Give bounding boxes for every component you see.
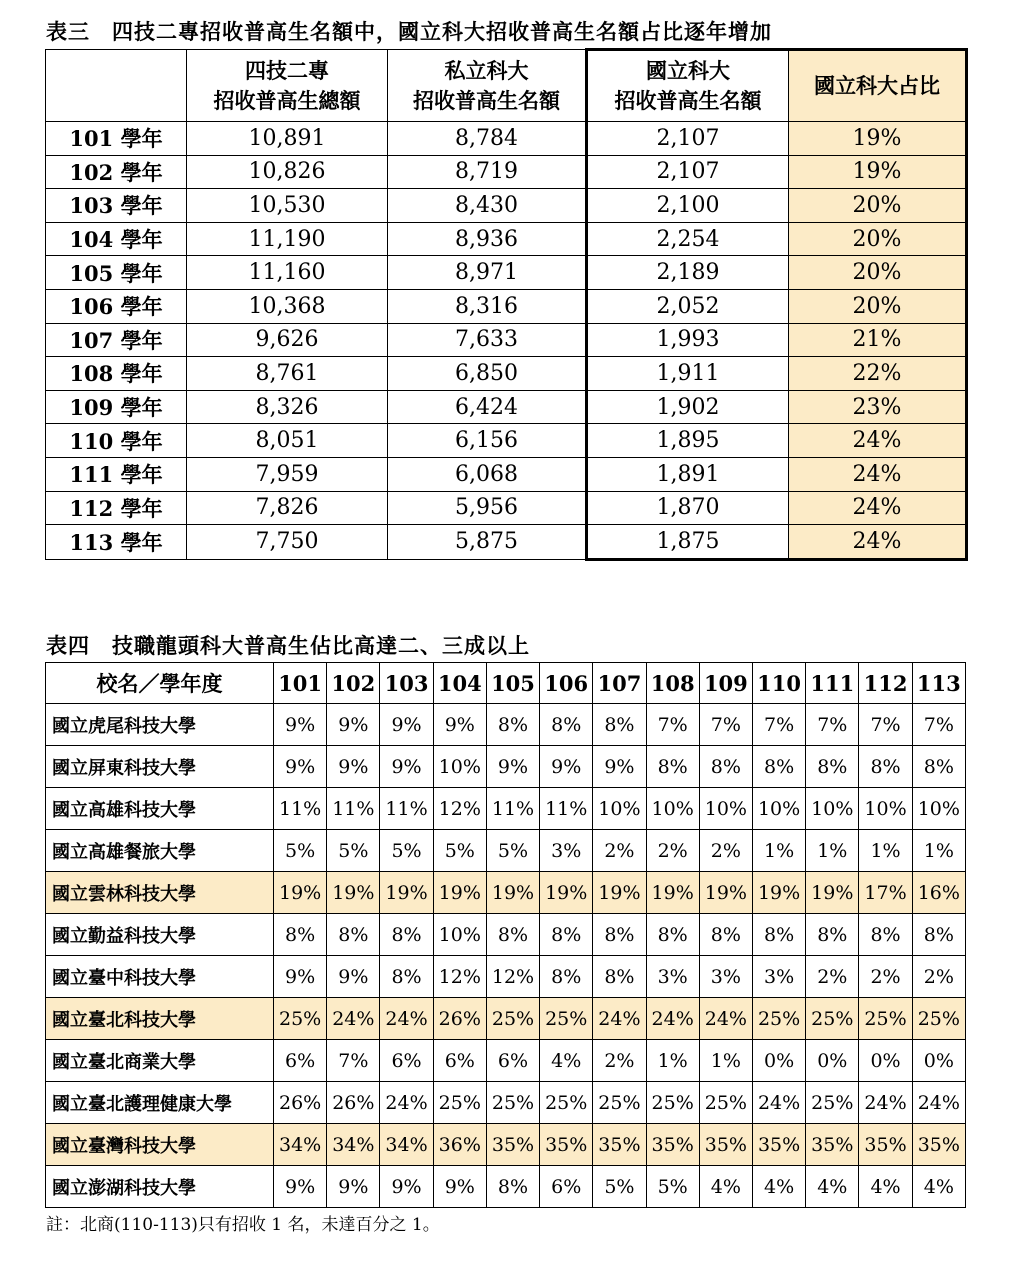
ratio-value-cell: 19% xyxy=(327,872,380,914)
enrollment-table xyxy=(45,48,968,561)
ratio-cell: 22% xyxy=(789,357,967,391)
table-row xyxy=(46,390,967,424)
ratio-value-cell: 7% xyxy=(859,704,912,746)
ratio-value-cell: 34% xyxy=(274,1124,327,1166)
ratio-value-cell: 34% xyxy=(380,1124,433,1166)
ratio-value-cell: 8% xyxy=(327,914,380,956)
table-row xyxy=(46,256,967,290)
table-row xyxy=(46,525,967,560)
year-column-header: 104 xyxy=(433,663,486,704)
ratio-value-cell: 9% xyxy=(274,704,327,746)
table-row xyxy=(46,189,967,223)
ratio-value-cell: 35% xyxy=(593,1124,646,1166)
private-cell: 6,424 xyxy=(388,390,587,424)
ratio-value-cell: 8% xyxy=(806,746,859,788)
private-cell: 8,971 xyxy=(388,256,587,290)
ratio-value-cell: 2% xyxy=(699,830,752,872)
year-column-header: 110 xyxy=(752,663,805,704)
national-cell: 1,895 xyxy=(587,424,789,458)
ratio-value-cell: 6% xyxy=(433,1040,486,1082)
ratio-value-cell: 1% xyxy=(806,830,859,872)
ratio-value-cell: 8% xyxy=(274,914,327,956)
ratio-value-cell: 25% xyxy=(646,1082,699,1124)
ratio-value-cell: 25% xyxy=(433,1082,486,1124)
table-row xyxy=(46,323,967,357)
ratio-value-cell: 11% xyxy=(380,788,433,830)
ratio-value-cell: 25% xyxy=(540,998,593,1040)
private-cell: 7,633 xyxy=(388,323,587,357)
ratio-value-cell: 8% xyxy=(593,956,646,998)
ratio-value-cell: 9% xyxy=(380,1166,433,1208)
private-cell: 6,156 xyxy=(388,424,587,458)
year-column-header: 108 xyxy=(646,663,699,704)
ratio-value-cell: 6% xyxy=(380,1040,433,1082)
ratio-value-cell: 19% xyxy=(699,872,752,914)
ratio-value-cell: 8% xyxy=(380,956,433,998)
ratio-value-cell: 6% xyxy=(540,1166,593,1208)
ratio-value-cell: 1% xyxy=(646,1040,699,1082)
private-cell: 6,850 xyxy=(388,357,587,391)
ratio-value-cell: 7% xyxy=(699,704,752,746)
corner-header: 校名／學年度 xyxy=(46,663,274,704)
ratio-value-cell: 12% xyxy=(486,956,539,998)
ratio-value-cell: 8% xyxy=(646,914,699,956)
year-column-header: 113 xyxy=(912,663,965,704)
header-line: 招收普高生名額 xyxy=(614,88,762,113)
university-ratio-table-body xyxy=(46,704,966,1208)
ratio-value-cell: 2% xyxy=(593,1040,646,1082)
year-column-header: 109 xyxy=(699,663,752,704)
ratio-value-cell: 35% xyxy=(859,1124,912,1166)
table-row xyxy=(46,424,967,458)
ratio-value-cell: 8% xyxy=(540,704,593,746)
university-name-cell: 國立屏東科技大學 xyxy=(46,746,274,788)
table-row xyxy=(46,222,967,256)
ratio-value-cell: 24% xyxy=(380,1082,433,1124)
national-cell: 1,993 xyxy=(587,323,789,357)
total-cell: 11,160 xyxy=(187,256,388,290)
ratio-value-cell: 24% xyxy=(593,998,646,1040)
ratio-value-cell: 11% xyxy=(327,788,380,830)
ratio-value-cell: 9% xyxy=(327,1166,380,1208)
year-cell: 113 學年 xyxy=(46,525,187,560)
total-cell: 8,761 xyxy=(187,357,388,391)
national-cell: 2,107 xyxy=(587,122,789,156)
university-name-cell: 國立臺灣科技大學 xyxy=(46,1124,274,1166)
ratio-value-cell: 10% xyxy=(699,788,752,830)
ratio-value-cell: 34% xyxy=(327,1124,380,1166)
ratio-value-cell: 3% xyxy=(646,956,699,998)
year-column-header: 101 xyxy=(274,663,327,704)
ratio-value-cell: 19% xyxy=(486,872,539,914)
private-cell: 8,430 xyxy=(388,189,587,223)
private-header xyxy=(388,50,587,122)
ratio-value-cell: 5% xyxy=(486,830,539,872)
private-cell: 8,719 xyxy=(388,155,587,189)
table-row xyxy=(46,1166,966,1208)
table-row xyxy=(46,788,966,830)
ratio-cell: 24% xyxy=(789,424,967,458)
header-line: 私立科大 xyxy=(444,57,529,83)
year-cell: 109 學年 xyxy=(46,390,187,424)
ratio-value-cell: 10% xyxy=(433,746,486,788)
year-cell: 111 學年 xyxy=(46,457,187,491)
table-row xyxy=(46,914,966,956)
ratio-value-cell: 5% xyxy=(327,830,380,872)
ratio-cell: 19% xyxy=(789,155,967,189)
private-cell: 8,316 xyxy=(388,289,587,323)
table-row xyxy=(46,1124,966,1166)
ratio-cell: 21% xyxy=(789,323,967,357)
year-cell: 112 學年 xyxy=(46,491,187,525)
total-cell: 11,190 xyxy=(187,222,388,256)
ratio-value-cell: 8% xyxy=(486,1166,539,1208)
ratio-value-cell: 4% xyxy=(752,1166,805,1208)
ratio-cell: 20% xyxy=(789,189,967,223)
ratio-value-cell: 3% xyxy=(699,956,752,998)
ratio-value-cell: 19% xyxy=(646,872,699,914)
table-row xyxy=(46,998,966,1040)
ratio-value-cell: 24% xyxy=(912,1082,965,1124)
university-name-cell: 國立臺北護理健康大學 xyxy=(46,1082,274,1124)
ratio-value-cell: 7% xyxy=(912,704,965,746)
ratio-value-cell: 8% xyxy=(699,914,752,956)
university-ratio-table xyxy=(45,662,966,1208)
ratio-value-cell: 2% xyxy=(859,956,912,998)
total-cell: 7,750 xyxy=(187,525,388,560)
header-line: 國立科大 xyxy=(646,58,730,83)
table-row xyxy=(46,491,967,525)
ratio-cell: 20% xyxy=(789,289,967,323)
ratio-value-cell: 0% xyxy=(859,1040,912,1082)
ratio-value-cell: 25% xyxy=(486,998,539,1040)
ratio-value-cell: 35% xyxy=(486,1124,539,1166)
ratio-value-cell: 35% xyxy=(912,1124,965,1166)
ratio-value-cell: 9% xyxy=(327,704,380,746)
year-cell: 103 學年 xyxy=(46,189,187,223)
year-cell: 110 學年 xyxy=(46,424,187,458)
university-name-cell: 國立臺北科技大學 xyxy=(46,998,274,1040)
total-cell: 10,826 xyxy=(187,155,388,189)
national-header xyxy=(587,50,789,122)
ratio-value-cell: 2% xyxy=(593,830,646,872)
year-cell: 102 學年 xyxy=(46,155,187,189)
ratio-value-cell: 2% xyxy=(646,830,699,872)
national-cell: 2,189 xyxy=(587,256,789,290)
private-cell: 5,875 xyxy=(388,525,587,560)
ratio-value-cell: 10% xyxy=(859,788,912,830)
ratio-cell: 23% xyxy=(789,390,967,424)
ratio-value-cell: 8% xyxy=(380,914,433,956)
university-name-cell: 國立臺北商業大學 xyxy=(46,1040,274,1082)
ratio-value-cell: 25% xyxy=(806,998,859,1040)
ratio-value-cell: 8% xyxy=(752,914,805,956)
private-cell: 8,784 xyxy=(388,122,587,156)
private-cell: 6,068 xyxy=(388,457,587,491)
table-header-row xyxy=(46,50,967,122)
header-line: 招收普高生名額 xyxy=(413,87,560,113)
ratio-value-cell: 12% xyxy=(433,956,486,998)
ratio-value-cell: 9% xyxy=(433,1166,486,1208)
table-row xyxy=(46,1040,966,1082)
ratio-value-cell: 8% xyxy=(540,956,593,998)
enrollment-table-body xyxy=(46,122,967,560)
year-cell: 107 學年 xyxy=(46,323,187,357)
ratio-value-cell: 8% xyxy=(540,914,593,956)
year-cell: 101 學年 xyxy=(46,122,187,156)
ratio-value-cell: 25% xyxy=(699,1082,752,1124)
ratio-value-cell: 5% xyxy=(380,830,433,872)
table-row xyxy=(46,357,967,391)
ratio-value-cell: 8% xyxy=(859,914,912,956)
ratio-cell: 24% xyxy=(789,457,967,491)
ratio-value-cell: 9% xyxy=(380,704,433,746)
ratio-value-cell: 35% xyxy=(646,1124,699,1166)
ratio-value-cell: 24% xyxy=(752,1082,805,1124)
total-cell: 10,530 xyxy=(187,189,388,223)
ratio-value-cell: 24% xyxy=(859,1082,912,1124)
ratio-value-cell: 19% xyxy=(593,872,646,914)
ratio-value-cell: 1% xyxy=(912,830,965,872)
ratio-value-cell: 8% xyxy=(593,914,646,956)
ratio-value-cell: 2% xyxy=(806,956,859,998)
ratio-cell: 20% xyxy=(789,256,967,290)
ratio-value-cell: 9% xyxy=(486,746,539,788)
national-cell: 2,254 xyxy=(587,222,789,256)
total-cell: 7,959 xyxy=(187,457,388,491)
ratio-value-cell: 3% xyxy=(540,830,593,872)
total-header xyxy=(187,50,388,122)
ratio-value-cell: 25% xyxy=(486,1082,539,1124)
table-row xyxy=(46,704,966,746)
ratio-value-cell: 4% xyxy=(699,1166,752,1208)
ratio-value-cell: 3% xyxy=(752,956,805,998)
ratio-value-cell: 8% xyxy=(486,914,539,956)
ratio-value-cell: 9% xyxy=(433,704,486,746)
table-row xyxy=(46,956,966,998)
ratio-value-cell: 9% xyxy=(327,956,380,998)
national-cell: 1,870 xyxy=(587,491,789,525)
ratio-value-cell: 5% xyxy=(433,830,486,872)
university-name-cell: 國立高雄餐旅大學 xyxy=(46,830,274,872)
total-cell: 7,826 xyxy=(187,491,388,525)
ratio-cell: 24% xyxy=(789,491,967,525)
university-name-cell: 國立虎尾科技大學 xyxy=(46,704,274,746)
table3-caption: 表三 四技二專招收普高生名額中，國立科大招收普高生名額占比逐年增加 xyxy=(46,19,772,44)
ratio-value-cell: 19% xyxy=(540,872,593,914)
ratio-value-cell: 16% xyxy=(912,872,965,914)
ratio-value-cell: 6% xyxy=(274,1040,327,1082)
ratio-value-cell: 9% xyxy=(380,746,433,788)
year-column-header: 107 xyxy=(593,663,646,704)
ratio-value-cell: 10% xyxy=(912,788,965,830)
university-name-cell: 國立臺中科技大學 xyxy=(46,956,274,998)
ratio-value-cell: 8% xyxy=(593,704,646,746)
ratio-cell: 24% xyxy=(789,525,967,560)
ratio-value-cell: 10% xyxy=(646,788,699,830)
ratio-value-cell: 4% xyxy=(540,1040,593,1082)
table-row xyxy=(46,1082,966,1124)
ratio-value-cell: 0% xyxy=(912,1040,965,1082)
year-cell: 104 學年 xyxy=(46,222,187,256)
ratio-value-cell: 7% xyxy=(806,704,859,746)
ratio-value-cell: 1% xyxy=(699,1040,752,1082)
ratio-value-cell: 8% xyxy=(752,746,805,788)
ratio-value-cell: 8% xyxy=(699,746,752,788)
ratio-value-cell: 11% xyxy=(486,788,539,830)
ratio-value-cell: 26% xyxy=(327,1082,380,1124)
private-cell: 5,956 xyxy=(388,491,587,525)
ratio-value-cell: 5% xyxy=(274,830,327,872)
ratio-value-cell: 10% xyxy=(806,788,859,830)
ratio-value-cell: 7% xyxy=(752,704,805,746)
ratio-value-cell: 11% xyxy=(274,788,327,830)
total-cell: 9,626 xyxy=(187,323,388,357)
header-line: 四技二專 xyxy=(245,57,329,83)
ratio-value-cell: 5% xyxy=(646,1166,699,1208)
ratio-value-cell: 9% xyxy=(274,956,327,998)
year-cell: 106 學年 xyxy=(46,289,187,323)
ratio-value-cell: 19% xyxy=(380,872,433,914)
year-column-header: 102 xyxy=(327,663,380,704)
year-column-header: 103 xyxy=(380,663,433,704)
ratio-value-cell: 17% xyxy=(859,872,912,914)
ratio-value-cell: 24% xyxy=(380,998,433,1040)
ratio-value-cell: 24% xyxy=(327,998,380,1040)
ratio-value-cell: 9% xyxy=(327,746,380,788)
ratio-value-cell: 10% xyxy=(433,914,486,956)
ratio-value-cell: 7% xyxy=(646,704,699,746)
ratio-value-cell: 9% xyxy=(540,746,593,788)
ratio-value-cell: 19% xyxy=(806,872,859,914)
university-name-cell: 國立澎湖科技大學 xyxy=(46,1166,274,1208)
ratio-value-cell: 10% xyxy=(752,788,805,830)
year-column-header: 111 xyxy=(806,663,859,704)
ratio-value-cell: 25% xyxy=(593,1082,646,1124)
total-cell: 10,891 xyxy=(187,122,388,156)
national-cell: 2,052 xyxy=(587,289,789,323)
ratio-value-cell: 8% xyxy=(912,914,965,956)
ratio-value-cell: 25% xyxy=(859,998,912,1040)
ratio-value-cell: 4% xyxy=(912,1166,965,1208)
ratio-value-cell: 5% xyxy=(593,1166,646,1208)
table-row xyxy=(46,457,967,491)
ratio-value-cell: 19% xyxy=(752,872,805,914)
ratio-value-cell: 9% xyxy=(274,746,327,788)
ratio-value-cell: 8% xyxy=(859,746,912,788)
ratio-cell: 20% xyxy=(789,222,967,256)
table-row xyxy=(46,155,967,189)
ratio-value-cell: 0% xyxy=(752,1040,805,1082)
private-cell: 8,936 xyxy=(388,222,587,256)
ratio-value-cell: 8% xyxy=(486,704,539,746)
year-column-header: 106 xyxy=(540,663,593,704)
table-row xyxy=(46,746,966,788)
ratio-value-cell: 7% xyxy=(327,1040,380,1082)
ratio-value-cell: 8% xyxy=(646,746,699,788)
ratio-value-cell: 19% xyxy=(433,872,486,914)
ratio-cell: 19% xyxy=(789,122,967,156)
table-row xyxy=(46,872,966,914)
header-line: 招收普高生總額 xyxy=(213,87,361,113)
national-cell: 1,875 xyxy=(587,525,789,560)
total-cell: 10,368 xyxy=(187,289,388,323)
ratio-value-cell: 9% xyxy=(593,746,646,788)
university-name-cell: 國立雲林科技大學 xyxy=(46,872,274,914)
ratio-value-cell: 25% xyxy=(752,998,805,1040)
year-cell: 108 學年 xyxy=(46,357,187,391)
ratio-value-cell: 2% xyxy=(912,956,965,998)
ratio-value-cell: 35% xyxy=(752,1124,805,1166)
ratio-value-cell: 35% xyxy=(806,1124,859,1166)
national-cell: 1,891 xyxy=(587,457,789,491)
total-cell: 8,326 xyxy=(187,390,388,424)
year-cell: 105 學年 xyxy=(46,256,187,290)
ratio-value-cell: 8% xyxy=(912,746,965,788)
ratio-value-cell: 6% xyxy=(486,1040,539,1082)
ratio-value-cell: 4% xyxy=(806,1166,859,1208)
table-row xyxy=(46,830,966,872)
ratio-value-cell: 26% xyxy=(274,1082,327,1124)
ratio-value-cell: 10% xyxy=(593,788,646,830)
ratio-value-cell: 24% xyxy=(646,998,699,1040)
ratio-value-cell: 35% xyxy=(699,1124,752,1166)
ratio-value-cell: 8% xyxy=(806,914,859,956)
university-name-cell: 國立高雄科技大學 xyxy=(46,788,274,830)
ratio-value-cell: 9% xyxy=(274,1166,327,1208)
ratio-value-cell: 26% xyxy=(433,998,486,1040)
ratio-value-cell: 4% xyxy=(859,1166,912,1208)
ratio-value-cell: 11% xyxy=(540,788,593,830)
ratio-value-cell: 36% xyxy=(433,1124,486,1166)
national-cell: 2,100 xyxy=(587,189,789,223)
ratio-value-cell: 19% xyxy=(274,872,327,914)
national-cell: 2,107 xyxy=(587,155,789,189)
national-cell: 1,911 xyxy=(587,357,789,391)
table-row xyxy=(46,289,967,323)
total-cell: 8,051 xyxy=(187,424,388,458)
ratio-value-cell: 25% xyxy=(912,998,965,1040)
ratio-value-cell: 25% xyxy=(274,998,327,1040)
ratio-header: 國立科大占比 xyxy=(789,50,967,122)
ratio-value-cell: 24% xyxy=(699,998,752,1040)
ratio-value-cell: 1% xyxy=(859,830,912,872)
ratio-value-cell: 25% xyxy=(806,1082,859,1124)
ratio-value-cell: 35% xyxy=(540,1124,593,1166)
ratio-value-cell: 0% xyxy=(806,1040,859,1082)
national-cell: 1,902 xyxy=(587,390,789,424)
year-header xyxy=(46,50,187,122)
table-header-row xyxy=(46,663,966,704)
year-column-header: 112 xyxy=(859,663,912,704)
year-column-header: 105 xyxy=(486,663,539,704)
ratio-value-cell: 25% xyxy=(540,1082,593,1124)
footnote: 註：北商(110-113)只有招收 1 名，未達百分之 1。 xyxy=(46,1215,440,1235)
ratio-value-cell: 1% xyxy=(752,830,805,872)
university-name-cell: 國立勤益科技大學 xyxy=(46,914,274,956)
ratio-value-cell: 12% xyxy=(433,788,486,830)
table-row xyxy=(46,122,967,156)
table4-caption: 表四 技職龍頭科大普高生佔比高達二、三成以上 xyxy=(46,633,530,658)
